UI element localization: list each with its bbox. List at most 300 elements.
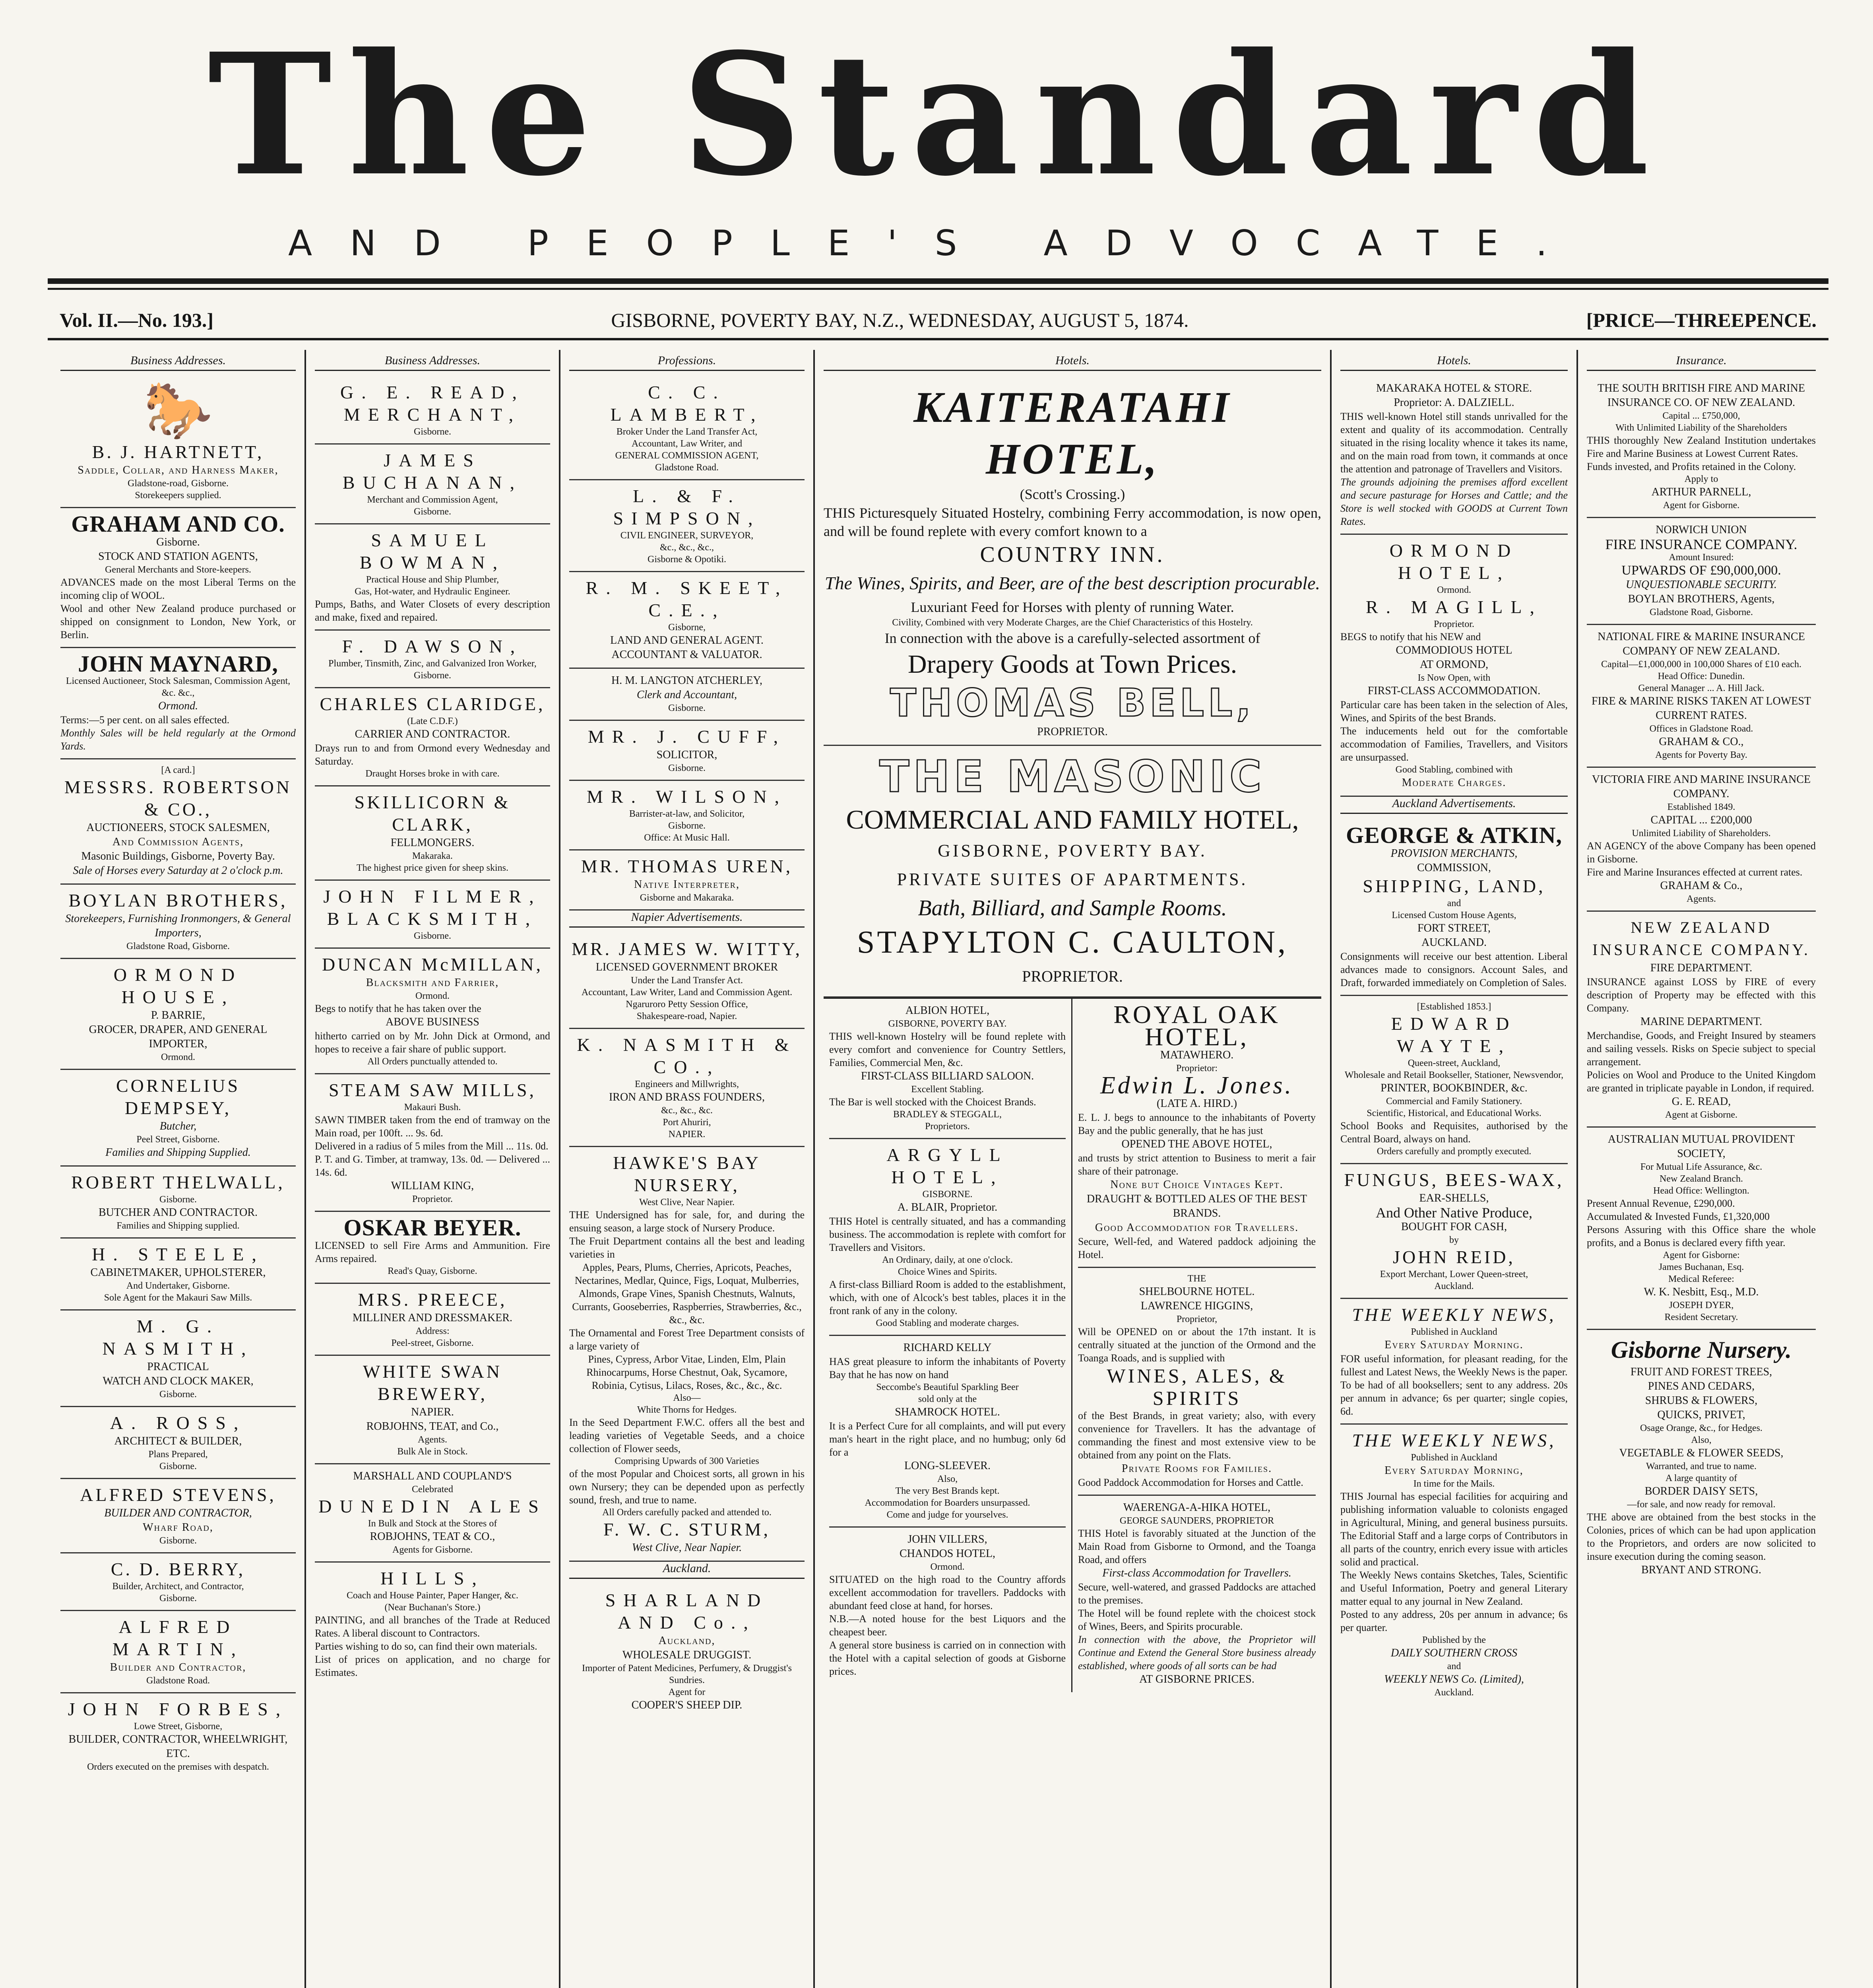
ad-line: Peel-street, Gisborne. xyxy=(391,1338,474,1348)
ad-body: Wool and other New Zealand produce purchased or shipped on consignment to London, New York, or Berlin. xyxy=(60,603,296,641)
ad-line: White Thorns for Hedges. xyxy=(637,1405,737,1415)
ad-line: Established 1849. xyxy=(1667,802,1735,812)
column-hotels-auckland xyxy=(1332,350,1578,1988)
ad-body: Good Paddock Accommodation for Horses and Cattle. xyxy=(1078,1477,1303,1488)
ad-mcmillan xyxy=(315,949,550,1074)
ad-line: New Zealand Branch. xyxy=(1660,1174,1743,1184)
ad-body: INSURANCE against LOSS by FIRE of every description of Property may be effected with this Company. xyxy=(1587,976,1816,1014)
ad-line: Also, xyxy=(1691,1435,1712,1445)
ad-line: Apply to xyxy=(1684,474,1718,484)
ad-line: FIRE DEPARTMENT. xyxy=(1650,962,1753,974)
volume-number: Vol. II.—No. 193.] xyxy=(60,309,214,331)
ad-body: Apples, Pears, Plums, Cherries, Apricots, Peaches, Nectarines, Medlar, Quince, Figs, Loquat, Mulberries, Almonds, Grape Vines, Spanish Chestnuts, Walnuts, Currants, Gooseberries, Raspberries, Strawberries, &c., &c., &c. xyxy=(572,1262,802,1326)
ad-title: MRS. PREECE, xyxy=(358,1289,507,1310)
ad-title: JOHN FILMER, xyxy=(323,886,542,907)
ad-line: Gas, Hot-water, and Hydraulic Engineer. xyxy=(355,586,510,597)
hotels-subcolumns xyxy=(824,998,1321,1692)
ad-line: BRYANT AND STRONG. xyxy=(1641,1564,1762,1576)
ad-line: Engineers and Millwrights, xyxy=(635,1079,739,1089)
ad-line: Families and Shipping Supplied. xyxy=(105,1146,251,1159)
ad-line: FIRST-CLASS ACCOMMODATION. xyxy=(1367,685,1541,697)
ad-line: Broker Under the Land Transfer Act, xyxy=(616,427,758,437)
ad-line: (Near Buchanan's Store.) xyxy=(384,1602,481,1613)
ad-shelbourne xyxy=(1078,1268,1316,1496)
ad-line: MILLINER AND DRESSMAKER. xyxy=(352,1312,513,1324)
ad-reid xyxy=(1340,1164,1568,1299)
ad-title: MR. THOMAS UREN, xyxy=(581,856,793,876)
ad-line: PRINTER, BOOKBINDER, &c. xyxy=(1381,1082,1528,1094)
ad-national xyxy=(1587,625,1816,768)
ad-title: MAKARAKA HOTEL & STORE. xyxy=(1376,382,1532,394)
ad-south-british xyxy=(1587,377,1816,518)
ad-line: Builder, Architect, and Contractor, xyxy=(112,1581,244,1592)
ad-line: And Undertaker, Gisborne. xyxy=(126,1281,230,1291)
ad-line: UNQUESTIONABLE SECURITY. xyxy=(1625,579,1777,591)
ad-title: MARSHALL AND COUPLAND'S xyxy=(353,1470,512,1482)
ad-body: Secure, Well-fed, and Watered paddock adjoining the Hotel. xyxy=(1078,1236,1316,1260)
ad-line: ROBJOHNS, TEAT, and Co., xyxy=(366,1420,499,1433)
ad-line: Proprietor. xyxy=(1434,619,1474,629)
ad-line: BORDER DAISY SETS, xyxy=(1644,1485,1758,1497)
ad-whiteswan xyxy=(315,1356,550,1464)
ad-witty xyxy=(569,933,805,1029)
ad-argyll xyxy=(829,1139,1066,1336)
ad-title: MESSRS. ROBERTSON & CO., xyxy=(64,777,292,819)
ad-makaraka xyxy=(1340,377,1568,535)
ad-line: GRAHAM & Co., xyxy=(1660,879,1743,892)
ad-line: Auckland. xyxy=(1434,1281,1474,1291)
section-heading: Hotels. xyxy=(1340,354,1568,371)
section-heading: Auckland. xyxy=(569,1562,805,1579)
ad-body: Consignments will receive our best attention. Liberal advances made to consignors. Account Sales, and Draft, forwarded immediately on Completion of Sales. xyxy=(1340,951,1568,988)
ad-line: And Other Native Produce, xyxy=(1376,1205,1532,1221)
ad-line: COMMERCIAL AND FAMILY HOTEL, xyxy=(846,804,1299,835)
ad-line: Sole Agent for the Makauri Saw Mills. xyxy=(104,1293,252,1303)
ad-line: AT GISBORNE PRICES. xyxy=(1139,1673,1254,1685)
ad-line: James Buchanan, Esq. xyxy=(1658,1262,1744,1272)
ad-line: A large quantity of xyxy=(1665,1473,1737,1483)
ad-line: Moderate Charges. xyxy=(1402,777,1507,789)
ad-body: The Ornamental and Forest Tree Department consists of a large variety of xyxy=(569,1327,805,1352)
ad-line: Butcher, xyxy=(159,1120,197,1132)
ad-line: Gisborne. xyxy=(668,763,706,773)
ad-title: WAERENGA-A-HIKA HOTEL, xyxy=(1123,1501,1271,1514)
ad-line: Gisborne & Opotiki. xyxy=(648,554,726,565)
ad-line: Agent for Gisborne: xyxy=(1663,1250,1740,1260)
ad-line: Orders carefully and promptly executed. xyxy=(1377,1146,1532,1157)
ad-bowman xyxy=(315,524,550,631)
column-professions xyxy=(560,350,815,1988)
ad-line: Gisborne. xyxy=(668,703,706,713)
ad-title: GEORGE & ATKIN, xyxy=(1346,822,1563,848)
ad-body: In connection with the above, the Proprietor will Continue and Extend the General Store business already established, where goods of all sorts can be had xyxy=(1078,1634,1316,1672)
ad-title: MR. JAMES W. WITTY, xyxy=(571,939,803,959)
masthead xyxy=(0,17,1873,264)
ad-body: Secure, well-watered, and grassed Paddocks are attached to the premises. xyxy=(1078,1581,1316,1606)
dateline xyxy=(60,306,1817,334)
hotels-subcolumn-left xyxy=(824,999,1072,1692)
ad-title: JAMES BUCHANAN, xyxy=(342,450,523,493)
ad-kaiteratahi xyxy=(824,377,1321,746)
ad-body: THIS Hotel is favorably situated at the Junction of the Main Road from Gisborne to Ormond, and the Toanga Road, and offers xyxy=(1078,1528,1316,1565)
ad-body: Accumulated & Invested Funds, £1,320,000 xyxy=(1587,1211,1770,1222)
ad-line: FELLMONGERS. xyxy=(390,837,475,849)
ad-line: FIRST-CLASS BILLIARD SALOON. xyxy=(861,1070,1034,1082)
ad-line: An Ordinary, daily, at one o'clock. xyxy=(882,1255,1013,1265)
ad-ross xyxy=(60,1407,296,1479)
ad-line: COMMISSION, xyxy=(1417,862,1491,874)
ad-line: General Manager ... A. Hill Jack. xyxy=(1638,683,1764,693)
ad-line: Osage Orange, &c., for Hedges. xyxy=(1640,1423,1762,1433)
ad-body: The Fruit Department contains all the best and leading varieties in xyxy=(569,1235,805,1260)
ad-line: (LATE A. HIRD.) xyxy=(1156,1097,1237,1110)
ad-body: hitherto carried on by Mr. John Dick at Ormond, and hopes to receive a fair share of public support. xyxy=(315,1030,550,1055)
ad-proprietor: THOMAS BELL, xyxy=(890,681,1255,725)
ad-body: Monthly Sales will be held regularly at the Ormond Yards. xyxy=(60,727,296,752)
ad-body: Pines, Cypress, Arbor Vitae, Linden, Elm, Plain Rhinocarpums, Horse Chestnut, Oak, Sycamore, Robinia, Cytisus, Lilacs, Roses, &c., &c., &c. xyxy=(586,1353,787,1391)
ad-line: Plumber, Tinsmith, Zinc, and Galvanized Iron Worker, xyxy=(328,658,537,669)
ad-line: DUNEDIN ALES xyxy=(318,1496,547,1516)
ad-line: None but Choice Vintages Kept. xyxy=(1110,1178,1284,1191)
ad-line: CAPITAL ... £200,000 xyxy=(1650,814,1752,826)
ad-body: THIS Journal has especial facilities for acquiring and publishing information valuable to colonists engaged in Agricultural, Mining, and general business pursuits. The Editorial Staff and a large corps of Contributors in all parts of the country, enrich every issue with articles solid and practical. xyxy=(1340,1491,1568,1568)
ad-line: Edwin L. Jones. xyxy=(1100,1072,1294,1099)
ad-body: E. L. J. begs to announce to the inhabitants of Poverty Bay and the public generally, that he has just xyxy=(1078,1112,1316,1136)
ad-line: Comprising Upwards of 300 Varieties xyxy=(615,1456,759,1466)
ad-line: Storekeepers, Furnishing Ironmongers, & General Importers, xyxy=(65,912,291,939)
ad-lambert xyxy=(569,377,805,480)
ad-line: Licensed Auctioneer, Stock Salesman, Commission Agent, &c. &c., xyxy=(66,676,291,698)
ad-steele xyxy=(60,1239,296,1310)
ad-line: For Mutual Life Assurance, &c. xyxy=(1640,1162,1762,1172)
ad-line: Offices in Gladstone Road. xyxy=(1649,724,1753,734)
ad-line: WILLIAM KING, xyxy=(391,1180,474,1192)
ad-line: G. E. READ, xyxy=(1671,1095,1731,1108)
ad-graham xyxy=(60,508,296,648)
ad-line: R. MAGILL, xyxy=(1365,597,1543,617)
ad-title: ORMOND HOTEL, xyxy=(1389,540,1519,583)
ad-line: JOSEPH DYER, xyxy=(1669,1300,1734,1310)
ad-filmer xyxy=(315,881,550,949)
ad-line: BOUGHT FOR CASH, xyxy=(1401,1221,1507,1233)
ad-body: and trusts by strict attention to Business to merit a fair share of their patronage. xyxy=(1078,1152,1316,1177)
ad-george-atkin xyxy=(1340,819,1568,996)
ad-line: Private Rooms for Families. xyxy=(1121,1462,1272,1475)
ad-line: COMMODIOUS HOTEL xyxy=(1396,644,1512,656)
ad-line: SHIPPING, LAND, xyxy=(1363,876,1545,896)
advertisement-columns xyxy=(52,350,1825,1988)
ad-line: MERCHANT, xyxy=(343,404,522,425)
masthead-title: The Standard xyxy=(207,17,1666,213)
ad-title: EDWARD WAYTE, xyxy=(1391,1013,1517,1056)
ad-royal-oak xyxy=(1078,999,1316,1268)
ad-line: West Clive, Near Napier. xyxy=(632,1541,742,1554)
ad-title: B. J. HARTNETT, xyxy=(92,442,264,462)
ad-line: Orders executed on the premises with despatch. xyxy=(87,1762,269,1772)
ad-tag: THE xyxy=(1187,1274,1206,1284)
ad-line: Ormond. xyxy=(1437,585,1471,595)
ad-body: Fire and Marine Insurances effected at current rates. xyxy=(1587,866,1803,878)
ad-line: Gladstone Road, Gisborne. xyxy=(126,941,230,951)
ad-line: Sale of Horses every Saturday at 2 o'clock p.m. xyxy=(73,864,283,877)
ad-line: PINES AND CEDARS, xyxy=(1648,1380,1755,1392)
ad-line: Masonic Buildings, Gisborne, Poverty Bay. xyxy=(81,850,275,862)
ad-line: Gladstone-road, Gisborne. xyxy=(128,478,229,489)
ad-line: Accountant, Law Writer, and xyxy=(631,439,743,449)
ad-maynard xyxy=(60,648,296,759)
ad-body: N.B.—A noted house for the best Liquors and the cheapest beer. xyxy=(829,1613,1066,1638)
ad-line: Gladstone Road. xyxy=(655,462,719,473)
ad-line: DAILY SOUTHERN CROSS xyxy=(1390,1647,1518,1659)
ad-nasmith-napier xyxy=(569,1029,805,1147)
ad-title: CORNELIUS DEMPSEY, xyxy=(116,1076,240,1118)
ad-nasmith-watch xyxy=(60,1310,296,1407)
ad-boylan xyxy=(60,885,296,959)
ad-line: PROPRIETOR. xyxy=(1022,967,1123,985)
ad-line: &c., &c., &c. xyxy=(661,1105,713,1116)
ad-line: and xyxy=(1447,898,1461,909)
ad-line: Agent at Gisborne. xyxy=(1665,1110,1737,1120)
ad-line: AT ORMOND, xyxy=(1419,658,1489,671)
column-hotels-wide xyxy=(815,350,1332,1988)
ad-line: LAWRENCE HIGGINS, xyxy=(1140,1300,1253,1312)
ad-line: Auckland. xyxy=(1434,1687,1474,1698)
ad-title: A. ROSS, xyxy=(110,1413,246,1433)
ad-title: BOYLAN BROTHERS, xyxy=(68,890,288,911)
ad-body: A general store business is carried on in connection with the Hotel with a capital selection of goods at Gisborne prices. xyxy=(829,1639,1066,1677)
ad-line: NAPIER. xyxy=(411,1406,454,1418)
ad-body: Present Annual Revenue, £290,000. xyxy=(1587,1198,1735,1209)
masthead-rule-top-thin xyxy=(48,288,1828,290)
ad-title: AUSTRALIAN MUTUAL PROVIDENT SOCIETY, xyxy=(1607,1133,1795,1160)
ad-line: Importer of Patent Medicines, Perfumery, & Druggist's Sundries. xyxy=(582,1663,792,1685)
ad-sawmills xyxy=(315,1074,550,1212)
ad-line: Read's Quay, Gisborne. xyxy=(388,1266,477,1276)
ad-line: Every Saturday Morning. xyxy=(1384,1339,1524,1351)
ad-line: CARRIER AND CONTRACTOR. xyxy=(355,728,510,740)
ad-line: Is Now Open, with xyxy=(1417,673,1491,683)
section-heading: Professions. xyxy=(569,354,805,371)
price: [PRICE—THREEPENCE. xyxy=(1586,309,1817,331)
ad-title: THE SOUTH BRITISH FIRE AND MARINE INSURANCE CO. OF NEW ZEALAND. xyxy=(1598,382,1805,409)
ad-title: THE WEEKLY NEWS, xyxy=(1352,1305,1556,1325)
ad-title: SKILLICORN & CLARK, xyxy=(354,792,511,835)
ad-victoria xyxy=(1587,768,1816,912)
ad-body: PAINTING, and all branches of the Trade at Reduced Rates. A liberal discount to Contractors. xyxy=(315,1614,550,1639)
ad-line: Auckland, xyxy=(658,1635,715,1647)
ad-title: ALFRED MARTIN, xyxy=(112,1617,244,1659)
ad-title: G. E. READ, xyxy=(340,382,525,402)
ad-line: Bulk Ale in Stock. xyxy=(397,1446,468,1457)
ad-line: Amount Insured: xyxy=(1669,552,1734,563)
ad-line: Scientific, Historical, and Educational Works. xyxy=(1367,1108,1541,1118)
ad-line: Gisborne. xyxy=(414,507,451,517)
ad-title: MR. WILSON, xyxy=(586,786,787,807)
ad-title: HAWKE'S BAY NURSERY, xyxy=(613,1153,761,1195)
ad-body: Parties wishing to do so, can find their own materials. xyxy=(315,1640,537,1652)
ad-line: FRUIT AND FOREST TREES, xyxy=(1630,1366,1772,1378)
ad-title: ROYAL OAK HOTEL, xyxy=(1113,1000,1280,1051)
ad-line: Also— xyxy=(673,1393,701,1403)
ad-line: Office: At Music Hall. xyxy=(644,833,730,843)
ad-villers xyxy=(829,1528,1066,1683)
ad-line: The highest price given for sheep skins. xyxy=(357,863,508,873)
ad-title: C. C. LAMBERT, xyxy=(610,382,764,425)
ad-line: GENERAL COMMISSION AGENT, xyxy=(615,450,759,461)
ad-line: Gladstone Road, Gisborne. xyxy=(1650,607,1753,617)
column-business-1 xyxy=(52,350,306,1988)
ad-line: PROVISION MERCHANTS, xyxy=(1390,847,1518,860)
ad-line: WEEKLY NEWS Co. (Limited), xyxy=(1384,1673,1524,1685)
ad-title: CHARLES CLARIDGE, xyxy=(320,694,545,714)
ad-title: R. M. SKEET, C.E., xyxy=(586,578,788,620)
ad-line: Head Office: Dunedin. xyxy=(1658,671,1745,681)
ad-body: Funds invested, and Profits retained in the Colony. xyxy=(1587,461,1796,472)
ad-line: And Commission Agents, xyxy=(112,836,244,848)
ad-title: NEW ZEALAND INSURANCE COMPANY. xyxy=(1592,918,1811,959)
ad-title: JOHN VILLERS, xyxy=(907,1533,987,1545)
ad-line: Agents for Poverty Bay. xyxy=(1655,750,1747,760)
ad-line: Draught Horses broke in with care. xyxy=(365,769,500,779)
ad-line: VEGETABLE & FLOWER SEEDS, xyxy=(1619,1447,1784,1459)
ad-body: School Books and Requisites, authorised by the Central Board, always on hand. xyxy=(1340,1120,1568,1145)
ad-line: Lowe Street, Gisborne, xyxy=(134,1721,223,1732)
ad-line: Port Ahuriri, xyxy=(663,1117,711,1128)
ad-albion xyxy=(829,999,1066,1139)
ad-title: JOHN MAYNARD, xyxy=(78,651,278,677)
ad-line: With Unlimited Liability of the Shareholders xyxy=(1615,423,1787,433)
ad-line: In Bulk and Stock at the Stores of xyxy=(368,1518,497,1529)
ad-line: Wholesale and Retail Bookseller, Stationer, Newsvendor, xyxy=(1344,1070,1564,1080)
ad-body: of the Best Brands, in great variety; also, with every convenience for Travellers. It has the advantage of commanding the finest and most extensive view to be obtained from any point on the Flats. xyxy=(1078,1410,1316,1461)
ad-line: A. BLAIR, Proprietor. xyxy=(897,1201,998,1213)
ad-body: SITUATED on the high road to the Country affords excellent accommodation for travellers. Paddocks with abundant feed close at hand, for horses. xyxy=(829,1574,1066,1611)
ad-title: L. & F. SIMPSON, xyxy=(613,486,761,528)
ad-line: MATAWHERO. xyxy=(1160,1049,1234,1061)
ad-line: Capital ... £750,000, xyxy=(1662,411,1740,421)
ad-title: ROBERT THELWALL, xyxy=(71,1172,285,1192)
ad-line: Civility, Combined with very Moderate Charges, are the Chief Characteristics of this Hostelry. xyxy=(892,617,1253,628)
ad-line: COOPER'S SHEEP DIP. xyxy=(631,1699,743,1711)
ad-body: Will be OPENED on or about the 17th instant. It is centrally situated at the junction of the Ormond and the Toanga Roads, and is supplied with xyxy=(1078,1326,1316,1364)
ad-line: PROPRIETOR. xyxy=(1037,726,1108,738)
ad-wilson xyxy=(569,781,805,850)
ad-dawson xyxy=(315,631,550,688)
ad-title: SAMUEL BOWMAN, xyxy=(359,530,506,573)
ad-line: Capital—£1,000,000 in 100,000 Shares of £10 each. xyxy=(1601,659,1801,670)
ad-berry xyxy=(60,1553,296,1611)
section-heading: Napier Advertisements. xyxy=(569,911,805,928)
ad-line: The Wines, Spirits, and Beer, are of the best description procurable. xyxy=(824,573,1320,593)
ad-new-zealand-insurance xyxy=(1587,912,1816,1128)
ad-ormond-house xyxy=(60,959,296,1070)
ad-line: Agents. xyxy=(418,1435,447,1445)
ad-body: A first-class Billiard Room is added to the establishment, which, with one of Alcock's best tables, places it in the front rank of any in the colony. xyxy=(829,1279,1066,1316)
ad-body: THE above are obtained from the best stocks in the Colonies, prices of which can be had upon application to the Proprietors, and orders are now solicited to insure execution during the coming season. xyxy=(1587,1511,1816,1562)
ad-line: EAR-SHELLS, xyxy=(1419,1192,1489,1204)
ad-title: Gisborne Nursery. xyxy=(1611,1337,1792,1363)
ad-line: Gisborne and Makaraka. xyxy=(640,893,734,903)
ad-australian-mutual xyxy=(1587,1128,1816,1330)
ad-thelwall xyxy=(60,1167,296,1239)
ad-kelly xyxy=(829,1336,1066,1528)
ad-line: Makaraka. xyxy=(412,851,453,861)
ad-line: GISBORNE, POVERTY BAY. xyxy=(938,841,1207,860)
ad-title: ARGYLL HOTEL, xyxy=(886,1145,1008,1187)
ad-line: BRADLEY & STEGGALL, xyxy=(893,1109,1002,1120)
ad-line: P. BARRIE, xyxy=(151,1009,206,1021)
ad-gisborne-nursery xyxy=(1587,1330,1816,1583)
ad-martin xyxy=(60,1611,296,1693)
column-insurance xyxy=(1578,350,1825,1988)
ad-line: Ormond. xyxy=(158,700,198,712)
ad-body: List of prices on application, and no charge for Estimates. xyxy=(315,1654,550,1678)
ad-line: ABOVE BUSINESS xyxy=(386,1016,479,1028)
ad-body: It is a Perfect Cure for all complaints, and will put every man's heart in the right place, and no humbug; only 6d for a xyxy=(829,1420,1066,1458)
ad-tag: [Established 1853.] xyxy=(1417,1002,1491,1012)
ad-hawkes-bay-nursery xyxy=(569,1147,805,1562)
ad-line: Good Accommodation for Travellers. xyxy=(1095,1221,1299,1234)
ad-body: Posted to any address, 20s per annum in advance; 6s per quarter. xyxy=(1340,1609,1568,1633)
ad-line: Gisborne. xyxy=(414,670,451,681)
ad-line: GISBORNE. xyxy=(922,1189,973,1200)
ad-body: Merchandise, Goods, and Freight Insured by steamers and sailing vessels. Risks on Specie subject to special arrangement. xyxy=(1587,1030,1816,1068)
ad-title: THE WEEKLY NEWS, xyxy=(1352,1430,1556,1450)
ad-body: Particular care has been taken in the selection of Ales, Wines, and Spirits of the best Brands. xyxy=(1340,699,1568,724)
ad-title: C. D. BERRY, xyxy=(111,1559,246,1579)
ad-line: ARCHITECT & BUILDER, xyxy=(114,1435,242,1447)
ad-line: Storekeepers supplied. xyxy=(135,490,221,501)
ad-line: Agents for Gisborne. xyxy=(392,1545,473,1555)
ad-line: SHRUBS & FLOWERS, xyxy=(1645,1394,1758,1407)
ad-line: Queen-street, Auckland, xyxy=(1408,1058,1501,1068)
ad-line: All Orders punctually attended to. xyxy=(367,1056,498,1067)
ad-line: BUTCHER AND CONTRACTOR. xyxy=(98,1206,258,1219)
ad-body: ADVANCES made on the most Liberal Terms on the incoming clip of WOOL. xyxy=(60,577,296,601)
ad-title: ALFRED STEVENS, xyxy=(80,1485,276,1505)
ad-line: and xyxy=(1447,1661,1461,1672)
ad-line: Barrister-at-law, and Solicitor, xyxy=(629,809,745,819)
ad-line: JOHN REID, xyxy=(1393,1247,1515,1267)
ad-line: WINES, ALES, & SPIRITS xyxy=(1107,1365,1287,1409)
ad-line: Resident Secretary. xyxy=(1664,1312,1738,1322)
ad-line: Address: xyxy=(415,1326,450,1336)
ad-skillicorn xyxy=(315,786,550,881)
ad-line: Ngaruroro Petty Session Office, xyxy=(626,999,748,1010)
ad-body: BEGS to notify that his NEW and xyxy=(1340,631,1481,643)
ad-line: DRAUGHT & BOTTLED ALES OF THE BEST BRANDS. xyxy=(1086,1193,1307,1219)
ad-line: ACCOUNTANT & VALUATOR. xyxy=(611,648,762,661)
ad-weekly-news-2 xyxy=(1340,1425,1568,1704)
ad-masonic xyxy=(824,746,1321,998)
ad-weekly-news-1 xyxy=(1340,1299,1568,1425)
ad-body: Delivered in a radius of 5 miles from the Mill ... 11s. 0d. xyxy=(315,1140,549,1152)
ad-line: PRACTICAL xyxy=(147,1361,209,1373)
ad-title: M. G. NASMITH, xyxy=(102,1316,254,1359)
ad-body: THE Undersigned has for sale, for, and during the ensuing season, a large stock of Nursery Produce. xyxy=(569,1209,805,1234)
ad-line: BLACKSMITH, xyxy=(327,909,538,929)
publication-date: GISBORNE, POVERTY BAY, N.Z., WEDNESDAY, AUGUST 5, 1874. xyxy=(611,309,1189,331)
ad-line: Proprietor: xyxy=(1176,1063,1218,1074)
ad-line: ROBJOHNS, TEAT & CO., xyxy=(370,1530,495,1543)
ad-line: MARINE DEPARTMENT. xyxy=(1640,1015,1762,1028)
ad-line: Accommodation for Boarders unsurpassed. xyxy=(865,1498,1030,1508)
ad-simpson xyxy=(569,480,805,572)
ad-body: To be had of all booksellers; sent to any address. 20s per annum in advance; 6s per quarter; single copies, 6d. xyxy=(1340,1379,1568,1417)
ad-title: SHELBOURNE HOTEL. xyxy=(1139,1285,1255,1298)
ad-line: General Merchants and Store-keepers. xyxy=(105,565,251,575)
ad-line: Gisborne, xyxy=(668,622,706,633)
